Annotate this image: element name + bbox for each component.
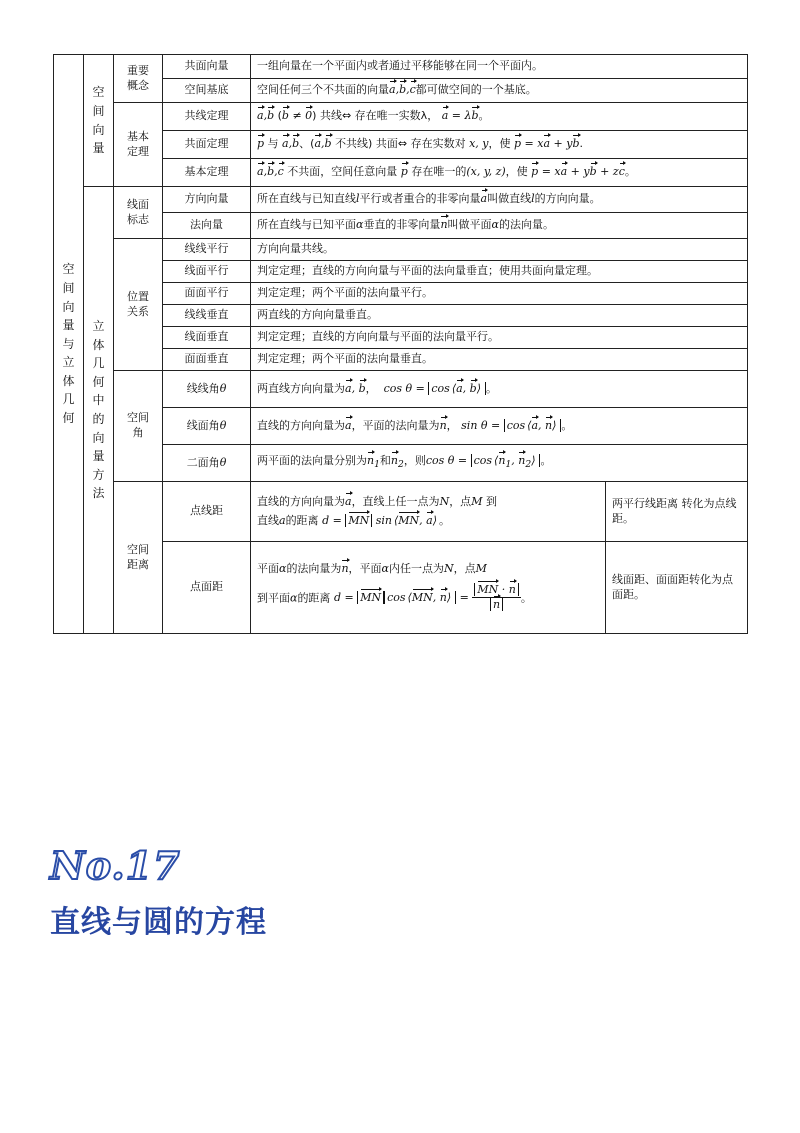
- content-plane-plane-perpendicular: 判定定理；两个平面的法向量垂直。: [251, 349, 748, 371]
- note-point-plane-distance: 线面距、面面距转化为点面距。: [606, 542, 748, 634]
- content-direction-vector: 所在直线与已知直线l平行或者重合的非零向量a叫做直线l的方向向量。: [251, 187, 748, 213]
- content-coplanar-theorem: p 与 a,b、(a,b 不共线) 共面⇔ 存在实数对 x, y，使 p = xa + yb.: [251, 131, 748, 159]
- content-dihedral-angle: 两平面的法向量分别为$n_1$和$n_2$，则$\cos \theta = \cos ⟨n_1$, $n_2⟩$ 。: [251, 445, 748, 482]
- content-normal-vector: 所在直线与已知平面α垂直的非零向量n叫做平面α的法向量。: [251, 213, 748, 239]
- term-coplanar-theorem: 共面定理: [163, 131, 251, 159]
- content-point-plane-distance: 平面α的法向量为n，平面α内任一点为N，点M 到平面α的距离 d = MN cos ⟨MN, n⟩ = $\frac{MN \cdot n}{n}$ 。: [251, 542, 606, 634]
- content-line-line-angle: 两直线方向向量为a, b， cos θ = cos ⟨a, b⟩ 。: [251, 371, 748, 408]
- content-line-plane-perpendicular: 判定定理；直线的方向向量与平面的法向量平行。: [251, 327, 748, 349]
- term-line-plane-angle: 线面角θ: [163, 408, 251, 445]
- solid-geometry-label: 立体几何中的向量方法: [84, 187, 114, 634]
- term-direction-vector: 方向向量: [163, 187, 251, 213]
- term-line-line-angle: 线线角θ: [163, 371, 251, 408]
- markers-label: 线面标志: [114, 187, 163, 239]
- term-space-basis: 空间基底: [163, 79, 251, 103]
- section-number: No.17: [50, 843, 181, 888]
- theorems-label: 基本定理: [114, 103, 163, 187]
- term-plane-plane-perpendicular: 面面垂直: [163, 349, 251, 371]
- term-normal-vector: 法向量: [163, 213, 251, 239]
- content-basic-theorem: a,b,c 不共面，空间任意向量 p 存在唯一的(x, y, z)，使 p = xa + yb + zc。: [251, 159, 748, 187]
- term-basic-theorem: 基本定理: [163, 159, 251, 187]
- term-plane-plane-parallel: 面面平行: [163, 283, 251, 305]
- space-vector-label: 空间向量: [84, 55, 114, 187]
- content-plane-plane-parallel: 判定定理；两个平面的法向量平行。: [251, 283, 748, 305]
- concepts-label: 重要概念: [114, 55, 163, 103]
- term-line-line-parallel: 线线平行: [163, 239, 251, 261]
- content-line-line-parallel: 方向向量共线。: [251, 239, 748, 261]
- content-collinear-theorem: a,b (b ≠ 0) 共线⇔ 存在唯一实数λ， a = λb。: [251, 103, 748, 131]
- root-label-text: 空间向量与立体几何: [62, 262, 75, 426]
- section-title: 直线与圆的方程: [50, 905, 267, 940]
- content-coplanar-vectors: 一组向量在一个平面内或者通过平移能够在同一个平面内。: [251, 55, 748, 79]
- content-line-plane-parallel: 判定定理；直线的方向向量与平面的法向量垂直；使用共面向量定理。: [251, 261, 748, 283]
- term-line-line-perpendicular: 线线垂直: [163, 305, 251, 327]
- term-line-plane-perpendicular: 线面垂直: [163, 327, 251, 349]
- distances-label: 空间距离: [114, 482, 163, 634]
- content-point-line-distance: 直线的方向向量为a，直线上任一点为N，点M 到 直线a的距离 d = MN sin ⟨MN, a⟩ 。: [251, 482, 606, 542]
- content-space-basis: 空间任何三个不共面的向量a,b,c都可做空间的一个基底。: [251, 79, 748, 103]
- term-coplanar-vectors: 共面向量: [163, 55, 251, 79]
- angles-label: 空间角: [114, 371, 163, 482]
- term-dihedral-angle: 二面角θ: [163, 445, 251, 482]
- term-collinear-theorem: 共线定理: [163, 103, 251, 131]
- term-point-plane-distance: 点面距: [163, 542, 251, 634]
- term-point-line-distance: 点线距: [163, 482, 251, 542]
- content-line-line-perpendicular: 两直线的方向向量垂直。: [251, 305, 748, 327]
- note-point-line-distance: 两平行线距离 转化为点线距。: [606, 482, 748, 542]
- knowledge-table: [53, 54, 748, 634]
- root-label: [54, 55, 84, 634]
- relations-label: 位置关系: [114, 239, 163, 371]
- content-line-plane-angle: 直线的方向向量为a，平面的法向量为n， sin θ = cos ⟨a, n⟩ 。: [251, 408, 748, 445]
- term-line-plane-parallel: 线面平行: [163, 261, 251, 283]
